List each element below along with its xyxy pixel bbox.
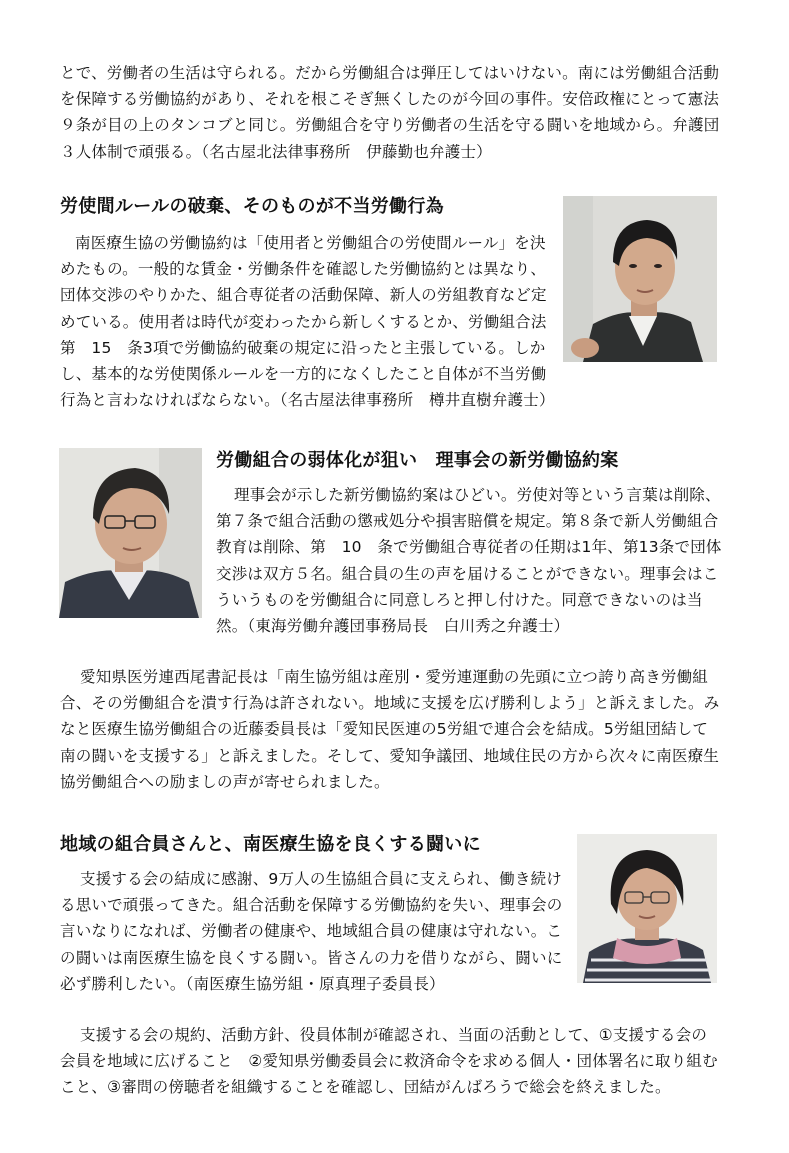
closing-paragraph: 支援する会の規約、活動方針、役員体制が確認され、当面の活動として、①支援する会の会員を地域に広げること ②愛知県労働委員会に救済命令を求める個人・団体署名に取り組むこと、③審問の傍聴者を組織することを確認し、団結がんばろうで総会を終えました。 <box>60 1026 718 1097</box>
section3-speaker-photo <box>577 834 717 983</box>
intro-paragraph: とで、労働者の生活は守られる。だから労働組合は弾圧してはいけない。南には労働組合活動を保障する労働協約があり、それを根こそぎ無くしたのが今回の事件。安倍政権にとって憲法９条が目の上のタンコブと同じ。労働組合を守り労働者の生活を守る闘いを地域から。弁護団３人体制で頑張る。（名古屋北法律事務所 伊藤勤也弁護士） <box>60 64 720 161</box>
section2-speaker-photo <box>59 448 202 618</box>
section1-speaker-photo <box>563 196 717 362</box>
section2-body: 理事会が示した新労働協約案はひどい。労使対等という言葉は削除、第７条で組合活動の懲戒処分や損害賠償を規定。第８条で新人労働組合教育は削除、第 10 条で労働組合専従者の任期は1年、第13条で団体交渉は双方５名。組合員の生の声を届けることができない。理事会はこういうものを労働組合に同意しろと押し付けた。同意できないのは当然。（東海労働弁護団事務局長 白川秀之弁護士） <box>216 486 722 636</box>
section3-heading: 地域の組合員さんと、南医療生協を良くする闘いに <box>60 834 481 855</box>
speaker-portrait-photo <box>577 834 717 983</box>
speaker-portrait-photo <box>563 196 717 362</box>
section1-body: 南医療生協の労働協約は「使用者と労働組合の労使間ルール」を決めたもの。一般的な賃金・労働条件を確認した労働協約とは異なり、団体交渉のやりかた、組合専従者の活動保障、新人の労組教育など定めている。使用者は時代が変わったから新しくするとか、労働組合法第 15 条3項で労働協約破棄の規定に沿ったと主張している。しかし、基本的な労使関係ルールを一方的になくしたこと自体が不当労働行為と言わなければならない。（名古屋法律事務所 樽井直樹弁護士） <box>60 234 555 410</box>
speaker-portrait-photo <box>59 448 202 618</box>
section1-heading: 労使間ルールの破棄、そのものが不当労働行為 <box>60 196 444 217</box>
section2-heading: 労働組合の弱体化が狙い 理事会の新労働協約案 <box>216 450 619 471</box>
middle-paragraph: 愛知県医労連西尾書記長は「南生協労組は産別・愛労連運動の先頭に立つ誇り高き労働組合、その労働組合を潰す行為は許されない。地域に支援を広げ勝利しよう」と訴えました。みなと医療生協労働組合の近藤委員長は「愛知民医連の5労組で連合会を結成。5労組団結して南の闘いを支援する」と訴えました。そして、愛知争議団、地域住民の方から次々に南医療生協労働組合への励ましの声が寄せられました。 <box>60 668 720 791</box>
section3-body: 支援する会の結成に感謝、9万人の生協組合員に支えられ、働き続ける思いで頑張ってきた。組合活動を保障する労働協約を失い、理事会の言いなりになれば、労働者の健康や、地域組合員の健康は守れない。この闘いは南医療生協を良くする闘い。皆さんの力を借りながら、闘いに必ず勝利したい。（南医療生協労組・原真理子委員長） <box>60 870 563 993</box>
